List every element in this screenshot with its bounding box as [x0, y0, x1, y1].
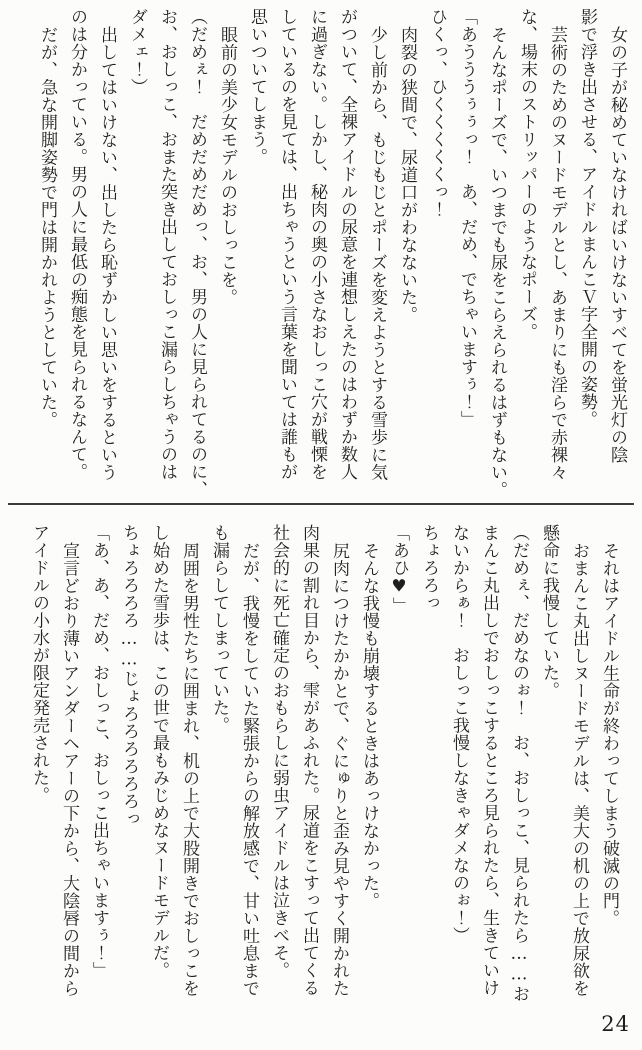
section-divider-rule — [8, 503, 634, 505]
text-column: しているのを見ては、出ちゃうという言葉を聞いては誰もが — [277, 8, 297, 481]
page-number: 24 — [601, 1012, 630, 1036]
text-column: 宣言どおり薄いアンダーヘアーの下から、大陰唇の間から — [59, 542, 79, 997]
text-section-top — [30, 8, 632, 499]
text-column: （だめぇ、だめなのぉ！ お、おしっこ、見られたら……お — [509, 524, 529, 1003]
text-column: アイドルの小水が限定発売された。 — [29, 524, 49, 804]
text-column: ひくっ、ひくくくくくっ！ — [427, 8, 447, 218]
text-column: そんな我慢も崩壊するときはあっけなかった。 — [359, 542, 379, 910]
text-column: だが、急な開脚姿勢で門は開かれようとしていた。 — [37, 26, 57, 429]
text-column: 影で浮き出させる、アイドルまんこＶ字全開の姿勢。 — [577, 8, 597, 428]
text-column: 眼前の美少女モデルのおしっこを。 — [217, 26, 237, 306]
text-column: 「あ、あ、だめ、おしっこ、おしっこ出ちゃいますぅ！」 — [89, 524, 109, 979]
text-column: がついて、全裸アイドルの尿意を連想しえたのはわずか数人 — [337, 8, 357, 481]
text-column: ちょろろっ — [419, 524, 439, 612]
text-column: ちょろろろろ……じょろろろろろろっ — [119, 524, 139, 828]
text-column: 「あうううぅぅっ！ あ、だめ、でちゃいますぅ！」 — [457, 8, 477, 428]
text-column: 社会的に死亡確定のおもらしに弱虫アイドルは泣きべそ。 — [269, 524, 289, 979]
text-column: のは分かっている。男の人に最低の痴態を見られるなんて。 — [67, 8, 87, 481]
text-column: （だめぇ！ だめだめだめっ、お、男の人に見られてるのに、 — [187, 8, 207, 498]
text-column: 周囲を男性たちに囲まれ、机の上で大股開きでおしっこを — [179, 542, 199, 997]
text-column: 懸命に我慢していた。 — [539, 524, 559, 699]
text-column: な、場末のストリッパーのようなポーズ。 — [517, 8, 537, 341]
text-column: も漏らしてしまっていた。 — [209, 524, 229, 734]
text-column: し始めた雪歩は、この世で最もみじめなヌードモデルだ。 — [149, 524, 169, 979]
text-column: ダメェ！） — [127, 8, 147, 96]
text-column: 芸術のためのヌードモデルとし、あまりにも淫らで赤裸々 — [547, 26, 567, 481]
text-column: それはアイドル生命が終わってしまう破滅の門。 — [599, 542, 619, 927]
text-column: おまんこ丸出しヌードモデルは、美大の机の上で放尿欲を — [569, 542, 589, 997]
text-column: 「あひ♥」 — [389, 524, 409, 615]
text-column: そんなポーズで、いつまでも尿をこらえられるはずもない。 — [487, 26, 507, 499]
text-column: お、おしっこ、おまた突き出しておしっこ漏らしちゃうのは — [157, 8, 177, 481]
text-column: 肉果の割れ目から、雫があふれた。尿道をこすって出てくる — [299, 524, 319, 997]
text-column: 肉裂の狭間で、尿道口がわなないた。 — [397, 26, 417, 324]
text-section-bottom — [22, 524, 624, 1038]
text-column: 尻肉につけたかかとで、ぐにゅりと歪み見やすく開かれた — [329, 542, 349, 997]
text-column: 女の子が秘めていなければいけないすべてを蛍光灯の陰 — [607, 26, 627, 464]
text-column: 出してはいけない、出したら恥ずかしい思いをするという — [97, 26, 117, 481]
text-column: 少し前から、もじもじとポーズを変えようとする雪歩に気 — [367, 26, 387, 481]
text-column: 思いついてしまう。 — [247, 8, 267, 166]
text-column: まんこ丸出しでおしっこするところ見られたら、生きていけ — [479, 524, 499, 997]
text-column: ないからぁ！ おしっこ我慢しなきゃダメなのぉ！） — [449, 524, 469, 944]
text-column: に過ぎない。しかし、秘肉の奥の小さなおしっこ穴が戦慄を — [307, 8, 327, 481]
text-column: だが、我慢をしていた緊張からの解放感で、甘い吐息まで — [239, 542, 259, 997]
